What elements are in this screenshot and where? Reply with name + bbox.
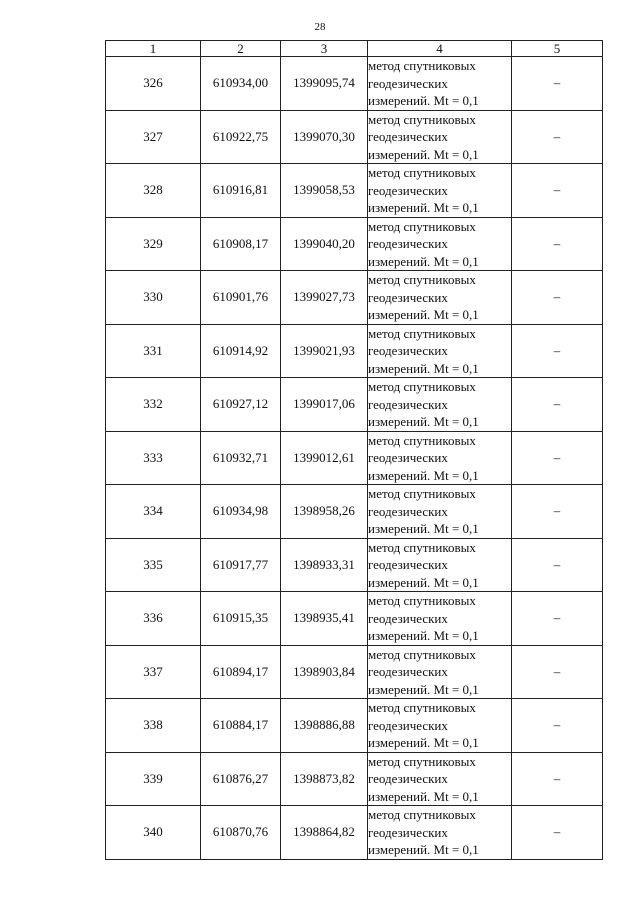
x-coordinate-cell: 610927,12 bbox=[201, 378, 281, 432]
method-line: метод спутниковых bbox=[368, 165, 476, 180]
method-cell bbox=[368, 378, 512, 432]
point-number-cell: 331 bbox=[106, 324, 201, 378]
header-col-5: 5 bbox=[512, 41, 603, 57]
table-row bbox=[106, 431, 603, 485]
method-line: геодезических bbox=[368, 289, 448, 305]
method-line: метод спутниковых bbox=[368, 646, 476, 662]
column-5-cell: – bbox=[512, 271, 603, 325]
method-line: геодезических bbox=[368, 450, 448, 465]
column-5-cell: – bbox=[512, 645, 603, 699]
point-number-cell: 333 bbox=[106, 431, 201, 485]
method-line: метод спутниковых bbox=[368, 111, 476, 127]
table-row bbox=[106, 485, 603, 539]
method-line: геодезических bbox=[368, 396, 448, 412]
column-5-cell: – bbox=[512, 217, 603, 271]
y-coordinate-cell: 1398935,41 bbox=[281, 592, 368, 646]
x-coordinate-cell: 610894,17 bbox=[201, 645, 281, 699]
x-coordinate-cell: 610917,77 bbox=[201, 538, 281, 592]
x-coordinate-cell: 610876,27 bbox=[201, 752, 281, 806]
method-line: геодезических bbox=[368, 771, 448, 786]
table-row bbox=[106, 57, 603, 111]
x-coordinate-cell: 610901,76 bbox=[201, 271, 281, 325]
column-5-cell: – bbox=[512, 378, 603, 432]
method-line: геодезических bbox=[368, 182, 448, 198]
table-row bbox=[106, 164, 603, 218]
table-row bbox=[106, 699, 603, 753]
y-coordinate-cell: 1399040,20 bbox=[281, 217, 368, 271]
method-line: метод спутниковых bbox=[368, 753, 476, 769]
point-number-cell: 332 bbox=[106, 378, 201, 432]
method-cell bbox=[368, 164, 512, 218]
method-cell bbox=[368, 645, 512, 699]
method-line: метод спутниковых bbox=[368, 432, 476, 448]
method-line: измерений. Mt = 0,1 bbox=[368, 253, 479, 269]
method-line: метод спутниковых bbox=[368, 58, 476, 73]
y-coordinate-cell: 1398886,88 bbox=[281, 699, 368, 753]
method-line: измерений. Mt = 0,1 bbox=[368, 414, 479, 429]
method-cell bbox=[368, 110, 512, 164]
column-5-cell: – bbox=[512, 485, 603, 539]
point-number-cell: 340 bbox=[106, 806, 201, 860]
method-line: метод спутниковых bbox=[368, 539, 476, 555]
y-coordinate-cell: 1398864,82 bbox=[281, 806, 368, 860]
method-line: геодезических bbox=[368, 717, 448, 733]
column-5-cell: – bbox=[512, 592, 603, 646]
method-line: измерений. Mt = 0,1 bbox=[368, 681, 479, 697]
column-5-cell: – bbox=[512, 806, 603, 860]
point-number-cell: 339 bbox=[106, 752, 201, 806]
x-coordinate-cell: 610884,17 bbox=[201, 699, 281, 753]
y-coordinate-cell: 1398873,82 bbox=[281, 752, 368, 806]
point-number-cell: 326 bbox=[106, 57, 201, 111]
column-5-cell: – bbox=[512, 57, 603, 111]
method-line: измерений. Mt = 0,1 bbox=[368, 307, 479, 322]
method-line: геодезических bbox=[368, 129, 448, 144]
header-col-4: 4 bbox=[368, 41, 512, 57]
method-line: метод спутниковых bbox=[368, 272, 476, 287]
column-5-cell: – bbox=[512, 431, 603, 485]
method-line: измерений. Mt = 0,1 bbox=[368, 574, 479, 590]
y-coordinate-cell: 1398958,26 bbox=[281, 485, 368, 539]
method-line: метод спутниковых bbox=[368, 486, 476, 501]
method-line: измерений. Mt = 0,1 bbox=[368, 360, 479, 376]
x-coordinate-cell: 610870,76 bbox=[201, 806, 281, 860]
point-number-cell: 334 bbox=[106, 485, 201, 539]
method-line: метод спутниковых bbox=[368, 807, 476, 822]
header-col-3: 3 bbox=[281, 41, 368, 57]
page-number: 28 bbox=[314, 21, 326, 33]
y-coordinate-cell: 1399017,06 bbox=[281, 378, 368, 432]
method-line: геодезических bbox=[368, 236, 448, 251]
x-coordinate-cell: 610916,81 bbox=[201, 164, 281, 218]
method-cell bbox=[368, 271, 512, 325]
table-row bbox=[106, 752, 603, 806]
method-line: измерений. Mt = 0,1 bbox=[368, 146, 479, 162]
column-5-cell: – bbox=[512, 110, 603, 164]
x-coordinate-cell: 610908,17 bbox=[201, 217, 281, 271]
method-line: метод спутниковых bbox=[368, 218, 476, 234]
method-line: измерений. Mt = 0,1 bbox=[368, 93, 479, 108]
table-row bbox=[106, 324, 603, 378]
method-line: измерений. Mt = 0,1 bbox=[368, 200, 479, 215]
method-line: измерений. Mt = 0,1 bbox=[368, 628, 479, 643]
table-row bbox=[106, 806, 603, 860]
point-number-cell: 329 bbox=[106, 217, 201, 271]
table-row bbox=[106, 645, 603, 699]
method-cell bbox=[368, 592, 512, 646]
point-number-cell: 327 bbox=[106, 110, 201, 164]
y-coordinate-cell: 1399070,30 bbox=[281, 110, 368, 164]
method-line: геодезических bbox=[368, 75, 448, 91]
x-coordinate-cell: 610915,35 bbox=[201, 592, 281, 646]
method-cell bbox=[368, 217, 512, 271]
coordinates-table bbox=[105, 40, 603, 860]
method-cell bbox=[368, 485, 512, 539]
table-row bbox=[106, 271, 603, 325]
y-coordinate-cell: 1399058,53 bbox=[281, 164, 368, 218]
column-5-cell: – bbox=[512, 752, 603, 806]
header-col-1: 1 bbox=[106, 41, 201, 57]
x-coordinate-cell: 610934,98 bbox=[201, 485, 281, 539]
y-coordinate-cell: 1399021,93 bbox=[281, 324, 368, 378]
method-line: измерений. Mt = 0,1 bbox=[368, 788, 479, 804]
method-cell bbox=[368, 699, 512, 753]
y-coordinate-cell: 1399027,73 bbox=[281, 271, 368, 325]
point-number-cell: 336 bbox=[106, 592, 201, 646]
method-cell bbox=[368, 324, 512, 378]
y-coordinate-cell: 1398903,84 bbox=[281, 645, 368, 699]
method-cell bbox=[368, 538, 512, 592]
point-number-cell: 330 bbox=[106, 271, 201, 325]
point-number-cell: 335 bbox=[106, 538, 201, 592]
method-line: метод спутниковых bbox=[368, 325, 476, 341]
header-row bbox=[106, 41, 603, 57]
column-5-cell: – bbox=[512, 538, 603, 592]
y-coordinate-cell: 1398933,31 bbox=[281, 538, 368, 592]
point-number-cell: 328 bbox=[106, 164, 201, 218]
point-number-cell: 338 bbox=[106, 699, 201, 753]
method-cell bbox=[368, 431, 512, 485]
method-line: измерений. Mt = 0,1 bbox=[368, 521, 479, 536]
method-cell bbox=[368, 57, 512, 111]
x-coordinate-cell: 610914,92 bbox=[201, 324, 281, 378]
method-cell bbox=[368, 806, 512, 860]
x-coordinate-cell: 610922,75 bbox=[201, 110, 281, 164]
x-coordinate-cell: 610934,00 bbox=[201, 57, 281, 111]
method-line: геодезических bbox=[368, 610, 448, 626]
method-line: метод спутниковых bbox=[368, 379, 476, 394]
method-line: геодезических bbox=[368, 343, 448, 358]
method-line: геодезических bbox=[368, 503, 448, 519]
header-col-2: 2 bbox=[201, 41, 281, 57]
y-coordinate-cell: 1399012,61 bbox=[281, 431, 368, 485]
method-line: измерений. Mt = 0,1 bbox=[368, 842, 479, 857]
x-coordinate-cell: 610932,71 bbox=[201, 431, 281, 485]
method-line: метод спутниковых bbox=[368, 593, 476, 608]
table-row bbox=[106, 110, 603, 164]
table-row bbox=[106, 217, 603, 271]
table-row bbox=[106, 538, 603, 592]
column-5-cell: – bbox=[512, 324, 603, 378]
method-cell bbox=[368, 752, 512, 806]
column-5-cell: – bbox=[512, 699, 603, 753]
y-coordinate-cell: 1399095,74 bbox=[281, 57, 368, 111]
table-body bbox=[106, 57, 603, 860]
method-line: измерений. Mt = 0,1 bbox=[368, 735, 479, 750]
method-line: измерений. Mt = 0,1 bbox=[368, 467, 479, 483]
table-row bbox=[106, 378, 603, 432]
column-5-cell: – bbox=[512, 164, 603, 218]
method-line: геодезических bbox=[368, 557, 448, 572]
point-number-cell: 337 bbox=[106, 645, 201, 699]
method-line: метод спутниковых bbox=[368, 700, 476, 715]
method-line: геодезических bbox=[368, 824, 448, 840]
method-line: геодезических bbox=[368, 664, 448, 679]
table-row bbox=[106, 592, 603, 646]
